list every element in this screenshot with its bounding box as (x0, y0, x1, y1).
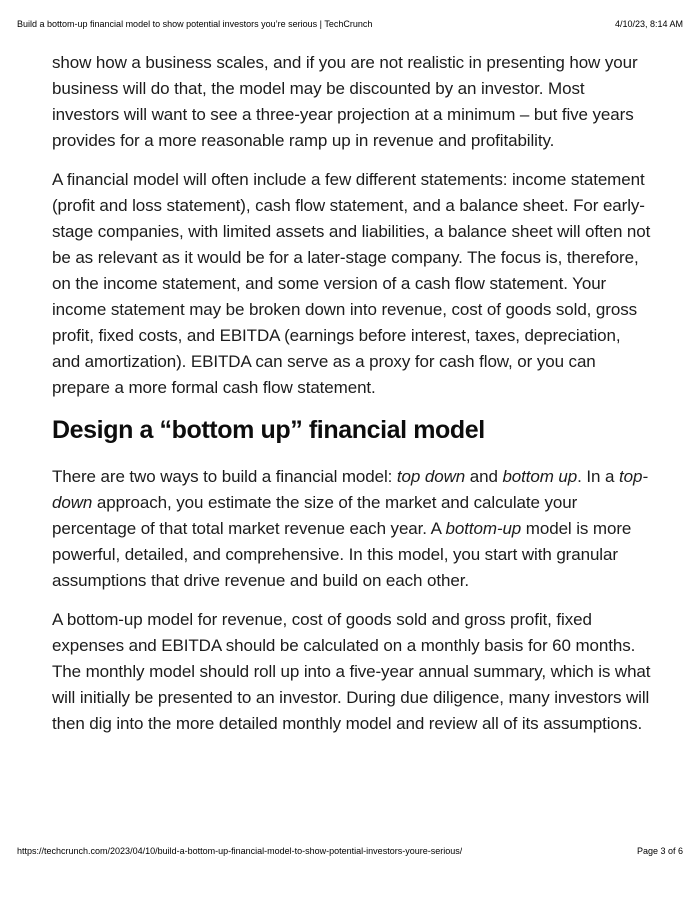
article-body (52, 50, 652, 750)
article-paragraph-4: A bottom-up model for revenue, cost of goods sold and gross profit, fixed expenses and EBITDA should be calculated on a monthly basis for 60 months. The monthly model should roll up into a five-year annual summary, which is what will initially be presented to an investor. During due diligence, many investors will then dig into the more detailed monthly model and review all of its assumptions. (52, 610, 651, 733)
section-heading: Design a “bottom up” financial model (52, 416, 485, 444)
print-footer-page-number: Page 3 of 6 (636, 846, 683, 856)
print-footer-source-url: https://techcrunch.com/2023/04/10/build-a-bottom-up-financial-model-to-show-potential-investors-youre-serious/ (17, 846, 463, 856)
article-paragraph-3: There are two ways to build a financial model: top down and bottom up. In a top-down approach, you estimate the size of the market and calculate your percentage of that total market revenue each year. A bottom-up model is more powerful, detailed, and comprehensive. In this model, you start with granular assumptions that drive revenue and build on each other. (52, 467, 648, 590)
article-paragraph-2: A financial model will often include a few different statements: income statement (profit and loss statement), cash flow statement, and a balance sheet. For early-stage companies, with limited assets and liabilities, a balance sheet will often not be as relevant as it would be for a later-stage company. The focus is, therefore, on the income statement, and some version of a cash flow statement. Your income statement may be broken down into revenue, cost of goods sold, gross profit, fixed costs, and EBITDA (earnings before interest, taxes, depreciation, and amortization). EBITDA can serve as a proxy for cash flow, or you can prepare a more formal cash flow statement. (52, 170, 651, 397)
print-header-datetime: 4/10/23, 8:14 AM (614, 19, 683, 29)
print-header-document-title: Build a bottom-up financial model to show potential investors you’re serious | TechCrunch (17, 19, 373, 29)
print-footer (17, 846, 683, 857)
article-paragraph-1: show how a business scales, and if you are not realistic in presenting how your business will do that, the model may be discounted by an investor. Most investors will want to see a three-year projection at a minimum – but five years provides for a more reasonable ramp up in revenue and profitability. (52, 53, 638, 150)
print-header (17, 19, 683, 30)
